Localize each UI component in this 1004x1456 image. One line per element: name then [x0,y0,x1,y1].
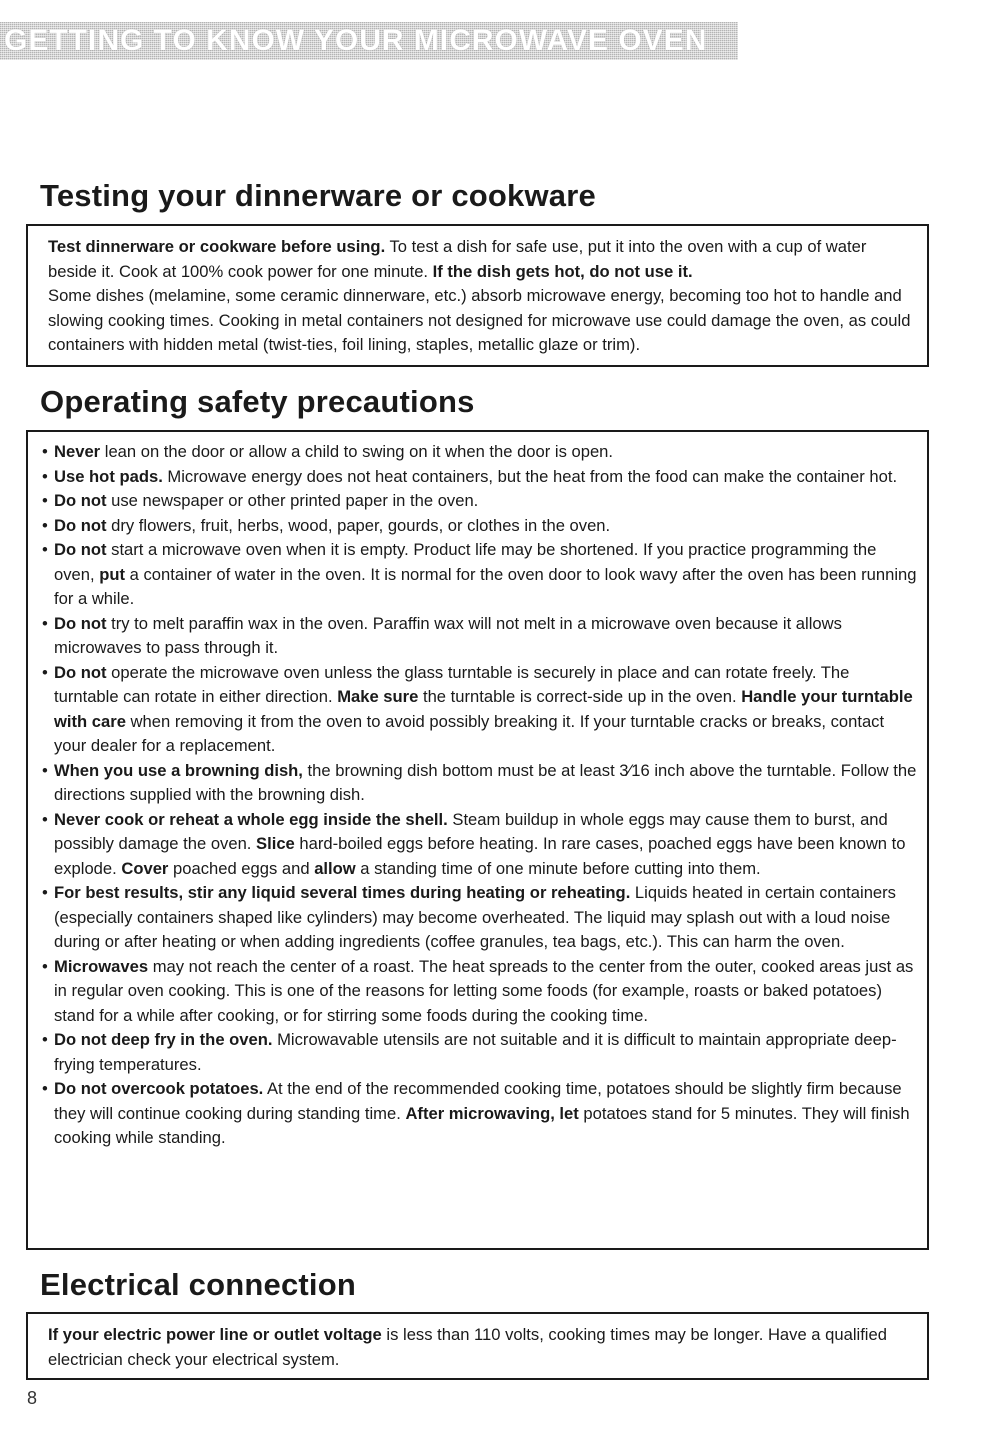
heading-testing: Testing your dinnerware or cookware [40,178,596,213]
box-safety [26,430,929,1250]
list-item: • Do not dry flowers, fruit, herbs, wood, paper, gourds, or clothes in the oven. [28,514,917,539]
list-item: • Do not deep fry in the oven. Microwavable utensils are not suitable and it is difficult to maintain appropriate deep-frying temperatures. [28,1028,917,1077]
box-electrical [26,1312,929,1380]
list-item: • When you use a browning dish, the browning dish bottom must be at least 3⁄16 inch above the turntable. Follow the directions supplied with the browning dish. [28,759,917,808]
list-item: • Do not try to melt paraffin wax in the oven. Paraffin wax will not melt in a microwave oven because it allows microwaves to pass through it. [28,612,917,661]
heading-electrical: Electrical connection [40,1267,357,1302]
section-banner [0,22,738,60]
list-item: • For best results, stir any liquid several times during heating or reheating. Liquids heated in certain containers (especially containers shaped like cylinders) may become overheated. The liquid may splash out with a loud noise during or after heating or when adding ingredients (coffee granules, tea bags, etc.). This can harm the oven. [28,881,917,955]
list-item: • Microwaves may not reach the center of a roast. The heat spreads to the center from the outer, cooked areas just as in regular oven cooking. This is one of the reasons for letting some foods (for example, roasts or baked potatoes) stand for a while after cooking, or for stirring some foods during the cooking time. [28,955,917,1029]
paragraph-electrical: If your electric power line or outlet voltage is less than 110 volts, cooking times may be longer. Have a qualified electrician check your electrical system. [48,1325,887,1369]
banner-title: GETTING TO KNOW YOUR MICROWAVE OVEN [4,24,708,57]
list-item: • Use hot pads. Microwave energy does not heat containers, but the heat from the food can make the container hot. [28,465,917,490]
paragraph-test-procedure: Test dinnerware or cookware before using. To test a dish for safe use, put it into the oven with a cup of water beside it. Cook at 100% cook power for one minute. If the dish gets hot, do not use it. [48,237,867,281]
box-testing [26,224,929,367]
list-item: • Do not use newspaper or other printed paper in the oven. [28,489,917,514]
list-item: • Do not start a microwave oven when it is empty. Product life may be shortened. If you practice programming the oven, put a container of water in the oven. It is normal for the oven door to look wavy after the oven has been running for a while. [28,538,917,612]
page-number: 8 [27,1388,38,1408]
list-item: • Never cook or reheat a whole egg inside the shell. Steam buildup in whole eggs may cause them to burst, and possibly damage the oven. Slice hard-boiled eggs before heating. In rare cases, poached eggs have been known to explode. Cover poached eggs and allow a standing time of one minute before cutting into them. [28,808,917,882]
list-item: • Do not overcook potatoes. At the end of the recommended cooking time, potatoes should be slightly firm because they will continue cooking during standing time. After microwaving, let potatoes stand for 5 minutes. They will finish cooking while standing. [28,1077,917,1151]
safety-list [28,440,917,1151]
list-item: • Never lean on the door or allow a child to swing on it when the door is open. [28,440,917,465]
list-item: • Do not operate the microwave oven unless the glass turntable is securely in place and can rotate freely. The turntable can rotate in either direction. Make sure the turntable is correct-side up in the oven. Handle your turntable with care when removing it from the oven to avoid possibly breaking it. If your turntable cracks or breaks, contact your dealer for a replacement. [28,661,917,759]
paragraph-dish-warning: Some dishes (melamine, some ceramic dinnerware, etc.) absorb microwave energy, becoming too hot to handle and slowing cooking times. Cooking in metal containers not designed for microwave use could damage the oven, as could containers with hidden metal (twist-ties, foil lining, staples, metallic glaze or trim). [48,286,911,354]
heading-safety: Operating safety precautions [40,384,475,419]
